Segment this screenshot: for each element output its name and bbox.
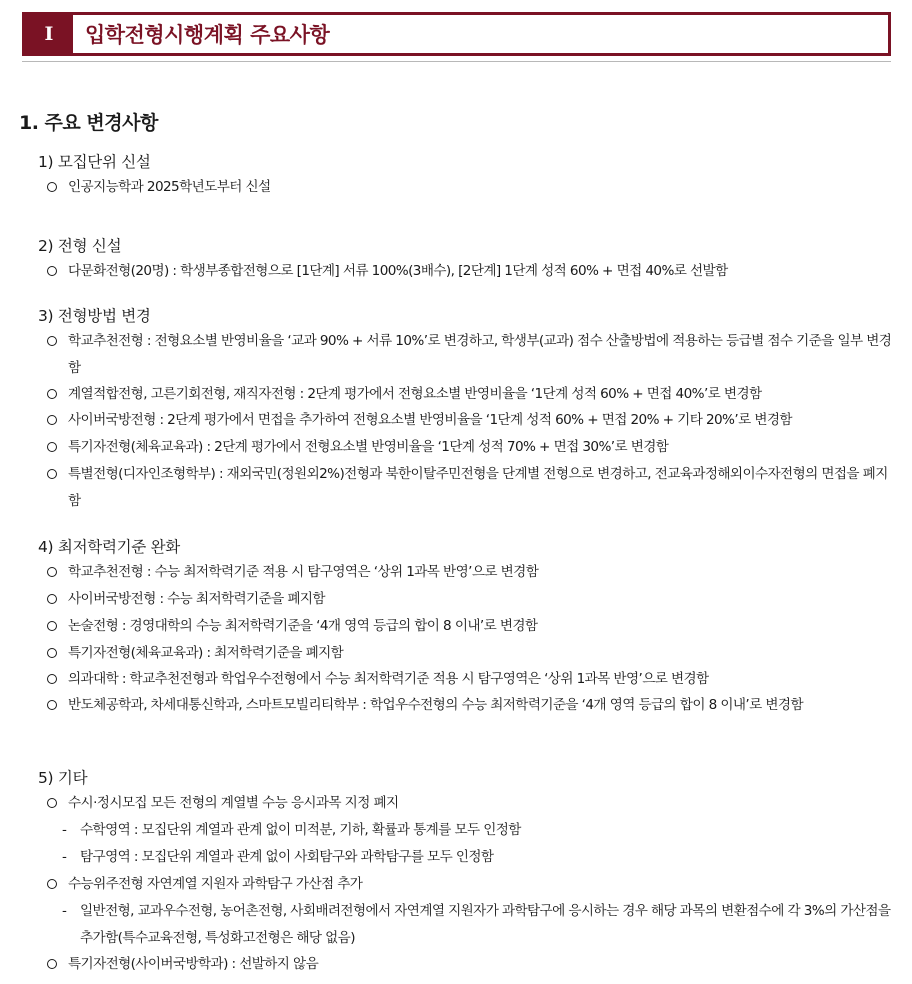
list-item: 학교추천전형 : 전형요소별 반영비율을 ‘교과 90% + 서류 10%’로 변경하고, 학생부(교과) 점수 산출방법에 적용하는 등급별 점수 기준을 일부 변경함 <box>47 328 892 382</box>
list-item: 의과대학 : 학교추천전형과 학업우수전형에서 수능 최저학력기준 적용 시 탐구영역은 ‘상위 1과목 반영’으로 변경함 <box>47 666 892 693</box>
header-divider <box>22 61 891 62</box>
circle-bullet-icon <box>47 442 57 452</box>
circle-bullet-icon <box>47 959 57 969</box>
circle-bullet-icon <box>47 594 57 604</box>
list-item: 수시·정시모집 모든 전형의 계열별 수능 응시과목 지정 폐지 <box>47 790 892 817</box>
list-item: 계열적합전형, 고른기회전형, 재직자전형 : 2단계 평가에서 전형요소별 반영비율을 ‘1단계 성적 60% + 면접 40%’로 변경함 <box>47 381 892 408</box>
list-item: 사이버국방전형 : 2단계 평가에서 면접을 추가하여 전형요소별 반영비율을 ‘1단계 성적 60% + 면접 20% + 기타 20%’로 변경함 <box>47 407 892 434</box>
list-item: 수능위주전형 자연계열 지원자 과학탐구 가산점 추가 <box>47 871 892 898</box>
list-item: 다문화전형(20명) : 학생부종합전형으로 [1단계] 서류 100%(3배수), [2단계] 1단계 성적 60% + 면접 40%로 선발함 <box>47 258 892 285</box>
circle-bullet-icon <box>47 266 57 276</box>
circle-bullet-icon <box>47 389 57 399</box>
circle-bullet-icon <box>47 798 57 808</box>
chapter-header <box>22 12 891 56</box>
circle-bullet-icon <box>47 336 57 346</box>
circle-bullet-icon <box>47 415 57 425</box>
list-item: 특기자전형(체육교육과) : 최저학력기준을 폐지함 <box>47 640 892 667</box>
circle-bullet-icon <box>47 879 57 889</box>
circle-bullet-icon <box>47 674 57 684</box>
list-item: 인공지능학과 2025학년도부터 신설 <box>47 174 892 201</box>
chapter-title: 입학전형시행계획 주요사항 <box>85 23 330 47</box>
circle-bullet-icon <box>47 182 57 192</box>
list-item: 학교추천전형 : 수능 최저학력기준 적용 시 탐구영역은 ‘상위 1과목 반영’으로 변경함 <box>47 559 892 586</box>
circle-bullet-icon <box>47 469 57 479</box>
subsection-title: 1) 모집단위 신설 <box>38 153 151 171</box>
sub-list-item: - 일반전형, 교과우수전형, 농어촌전형, 사회배려전형에서 자연계열 지원자가 과학탐구에 응시하는 경우 해당 과목의 변환점수에 각 3%의 가산점을 추가함(특수교육전형, 특성화고전형은 해당 없음) <box>62 898 892 952</box>
dash-marker: - <box>62 903 67 919</box>
dash-marker: - <box>62 822 67 838</box>
list-item: 반도체공학과, 차세대통신학과, 스마트모빌리티학부 : 학업우수전형의 수능 최저학력기준을 ‘4개 영역 등급의 합이 8 이내’로 변경함 <box>47 692 892 719</box>
sub-list-item: - 수학영역 : 모집단위 계열과 관계 없이 미적분, 기하, 확률과 통계를 모두 인정함 <box>62 817 892 844</box>
subsection-title: 2) 전형 신설 <box>38 237 122 255</box>
subsection-title: 5) 기타 <box>38 769 88 787</box>
circle-bullet-icon <box>47 700 57 710</box>
list-item: 특기자전형(체육교육과) : 2단계 평가에서 전형요소별 반영비율을 ‘1단계 성적 70% + 면접 30%’로 변경함 <box>47 434 892 461</box>
list-item: 특기자전형(사이버국방학과) : 선발하지 않음 <box>47 951 892 978</box>
list-item: 논술전형 : 경영대학의 수능 최저학력기준을 ‘4개 영역 등급의 합이 8 이내’로 변경함 <box>47 613 892 640</box>
list-item: 사이버국방전형 : 수능 최저학력기준을 폐지함 <box>47 586 892 613</box>
chapter-number: I <box>25 15 73 53</box>
sub-list-item: - 탐구영역 : 모집단위 계열과 관계 없이 사회탐구와 과학탐구를 모두 인정함 <box>62 844 892 871</box>
section-title: 1. 주요 변경사항 <box>19 112 158 134</box>
list-item: 특별전형(디자인조형학부) : 재외국민(정원외2%)전형과 북한이탈주민전형을 단계별 전형으로 변경하고, 전교육과정해외이수자전형의 면접을 폐지함 <box>47 461 892 515</box>
circle-bullet-icon <box>47 648 57 658</box>
dash-marker: - <box>62 849 67 865</box>
subsection-title: 3) 전형방법 변경 <box>38 307 151 325</box>
circle-bullet-icon <box>47 567 57 577</box>
circle-bullet-icon <box>47 621 57 631</box>
subsection-title: 4) 최저학력기준 완화 <box>38 538 180 556</box>
